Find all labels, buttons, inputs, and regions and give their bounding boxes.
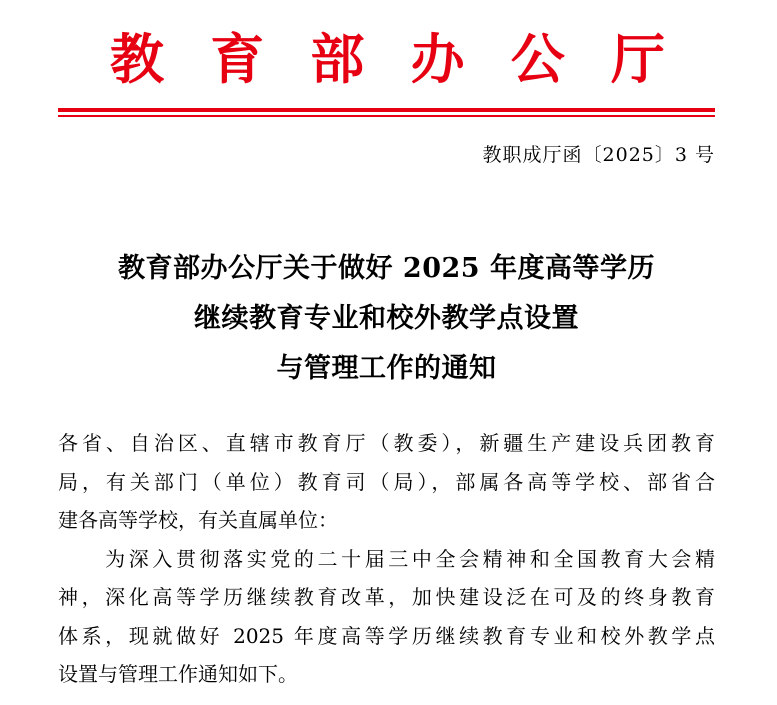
title-line: 与管理工作的通知 <box>276 353 497 384</box>
title-line: 教育部办公厅关于做好 2025 年度高等学历 <box>118 253 655 284</box>
header-divider-thick <box>58 108 715 112</box>
header-char: 育 <box>210 27 265 91</box>
paragraph-line: 体系，现就做好 2025 年度高等学历继续教育专业和校外教学点 <box>58 623 715 648</box>
salutation <box>58 424 715 540</box>
header-char: 教 <box>110 27 164 91</box>
document-number: 教职成厅函〔2025〕3 号 <box>482 144 715 166</box>
header-char: 公 <box>510 27 565 91</box>
header-char: 部 <box>310 27 365 91</box>
document-body <box>58 424 715 694</box>
header-char: 厅 <box>610 27 665 91</box>
body-paragraph <box>58 540 715 694</box>
paragraph-line: 设置与管理工作通知如下。 <box>58 662 298 686</box>
header-char: 办 <box>410 27 465 91</box>
salutation-line: 局，有关部门（单位）教育司（局），部属各高等学校、部省合 <box>58 469 715 494</box>
issuing-authority-header <box>60 24 715 94</box>
salutation-line: 建各高等学校，有关直属单位： <box>58 508 338 532</box>
salutation-line: 各省、自治区、直辖市教育厅（教委），新疆生产建设兵团教育 <box>58 431 715 455</box>
document-title <box>58 244 715 394</box>
header-divider-thin <box>58 115 715 117</box>
title-line: 继续教育专业和校外教学点设置 <box>194 303 579 334</box>
paragraph-line: 神，深化高等学历继续教育改革，加快建设泛在可及的终身教育 <box>58 585 715 609</box>
paragraph-line: 为深入贯彻落实党的二十届三中全会精神和全国教育大会精 <box>58 546 715 571</box>
